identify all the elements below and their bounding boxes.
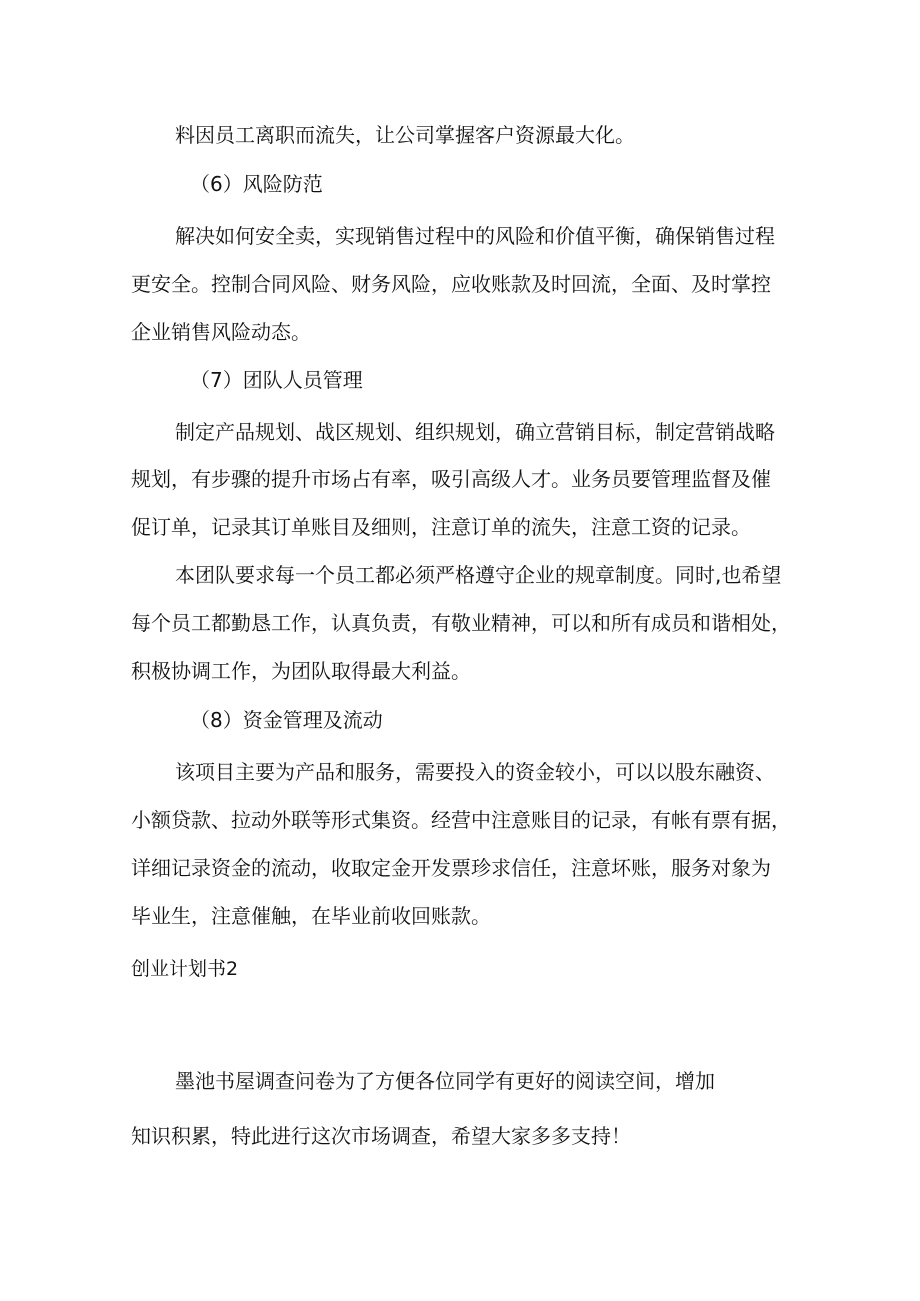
- section-heading-risk: （6）风险防范: [190, 172, 323, 196]
- paragraph-line: 企业销售风险动态。: [131, 320, 311, 344]
- section-heading-team: （7）团队人员管理: [190, 368, 363, 392]
- paragraph-line: 本团队要求每一个员工都必须严格遵守企业的规章制度。同时,也希望: [175, 563, 782, 587]
- paragraph-line: 小额贷款、拉动外联等形式集资。经营中注意账目的记录，有帐有票有据，: [131, 808, 791, 832]
- paragraph-line: 每个员工都勤恳工作，认真负责，有敬业精神，可以和所有成员和谐相处，: [131, 611, 791, 635]
- paragraph-line: 更安全。控制合同风险、财务风险，应收账款及时回流，全面、及时掌控: [131, 272, 771, 296]
- paragraph-line: 积极协调工作，为团队取得最大利益。: [131, 659, 471, 683]
- paragraph-line: 解决如何安全卖，实现销售过程中的风险和价值平衡，确保销售过程: [175, 224, 775, 248]
- paragraph-line: 该项目主要为产品和服务，需要投入的资金较小，可以以股东融资、: [175, 760, 775, 784]
- document-title: 创业计划书2: [131, 958, 239, 980]
- section-heading-funds: （8）资金管理及流动: [190, 708, 383, 732]
- paragraph-line: 规划，有步骤的提升市场占有率，吸引高级人才。业务员要管理监督及催: [131, 467, 771, 491]
- paragraph-line: 促订单，记录其订单账目及细则，注意订单的流失，注意工资的记录。: [131, 515, 751, 539]
- paragraph-line: 制定产品规划、战区规划、组织规划，确立营销目标，制定营销战略: [175, 420, 775, 444]
- paragraph-line: 知识积累，特此进行这次市场调查，希望大家多多支持！: [131, 1124, 631, 1148]
- paragraph-line: 毕业生，注意催触，在毕业前收回账款。: [131, 904, 491, 928]
- paragraph-line: 料因员工离职而流失，让公司掌握客户资源最大化。: [175, 123, 635, 147]
- paragraph-line: 墨池书屋调查问卷为了方便各位同学有更好的阅读空间，增加: [175, 1069, 715, 1093]
- paragraph-line: 详细记录资金的流动，收取定金开发票珍求信任，注意坏账，服务对象为: [131, 856, 771, 880]
